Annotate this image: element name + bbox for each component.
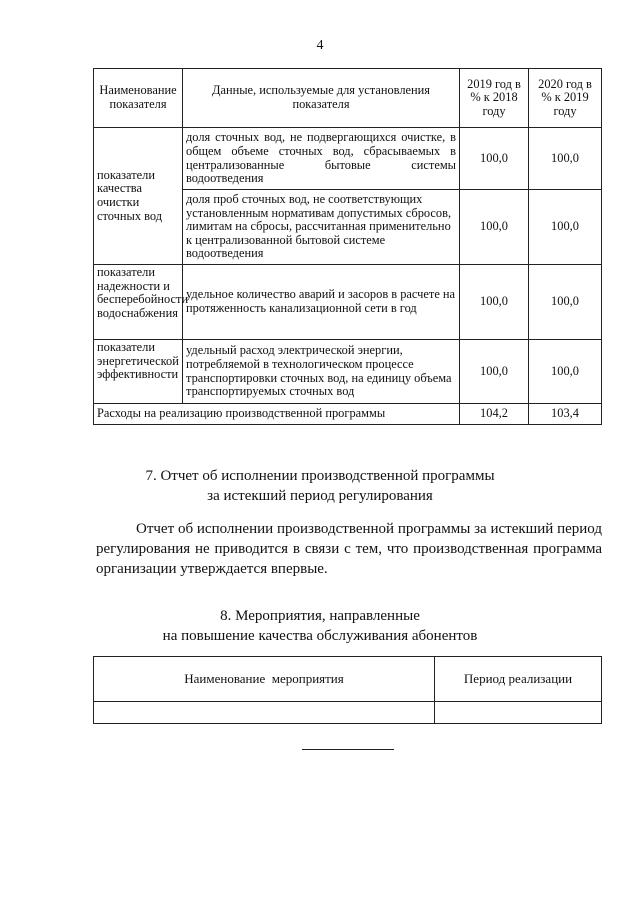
indicators-table [93,68,602,425]
indicator-cell: показатели надежности и бесперебойности водоснабжения [94,265,183,340]
value-2020: 100,0 [529,128,602,190]
value-2020: 100,0 [529,340,602,404]
header-period: Период реализации [435,657,602,702]
value-2019: 100,0 [460,128,529,190]
data-cell: удельное количество аварий и засоров в расчете на протяженность канализационной сети в год [183,265,460,340]
header-event-name: Наименование мероприятия [94,657,435,702]
value-2019: 100,0 [460,190,529,265]
events-table [93,656,602,724]
expenses-row [94,404,602,425]
empty-cell [435,702,602,724]
empty-cell [94,702,435,724]
indicator-cell: показатели энергетической эффективности [94,340,183,404]
data-cell: доля сточных вод, не подвергающихся очистке, в общем объеме сточных вод, сбрасываемых в централизованные бытовые системы водоотведения [183,128,460,190]
value-2019: 100,0 [460,265,529,340]
section7-paragraph: Отчет об исполнении производственной программы за истекший период регулирования не приводится в связи с тем, что производственная программа организации утверждается впервые. [96,521,602,577]
data-cell: удельный расход электрической энергии, потребляемой в технологическом процессе транспортировки сточных вод, на единицу объема транспортируемых сточных вод [183,340,460,404]
section7-title-line1: 7. Отчет об исполнении производственной программы [145,468,495,484]
expenses-label: Расходы на реализацию производственной программы [94,404,460,425]
section8-title-line2: на повышение качества обслуживания абонентов [162,628,478,644]
events-header-row [94,657,602,702]
expenses-2020: 103,4 [529,404,602,425]
header-indicator: Наименование показателя [94,69,183,128]
section8-title [0,606,640,646]
header-2020: 2020 год в % к 2019 году [529,69,602,128]
closing-rule [302,749,394,750]
events-empty-row [94,702,602,724]
indicator-cell: показатели качества очистки сточных вод [94,128,183,265]
expenses-2019: 104,2 [460,404,529,425]
value-2020: 100,0 [529,190,602,265]
header-data-used: Данные, используемые для установления показателя [183,69,460,128]
section7-title-line2: за истекший период регулирования [207,488,433,504]
section8-title-line1: 8. Мероприятия, направленные [220,608,420,624]
table-header-row [94,69,602,128]
value-2020: 100,0 [529,265,602,340]
section7-title [0,466,640,506]
table-row [94,340,602,404]
table-row [94,265,602,340]
header-2019: 2019 год в % к 2018 году [460,69,529,128]
value-2019: 100,0 [460,340,529,404]
data-cell: доля проб сточных вод, не соответствующих установленным нормативам допустимых сбросов, лимитам на сбросы, рассчитанная применительно к централизованной бытовой системе водоотведения [183,190,460,265]
page-number: 4 [316,38,324,53]
table-row [94,128,602,190]
